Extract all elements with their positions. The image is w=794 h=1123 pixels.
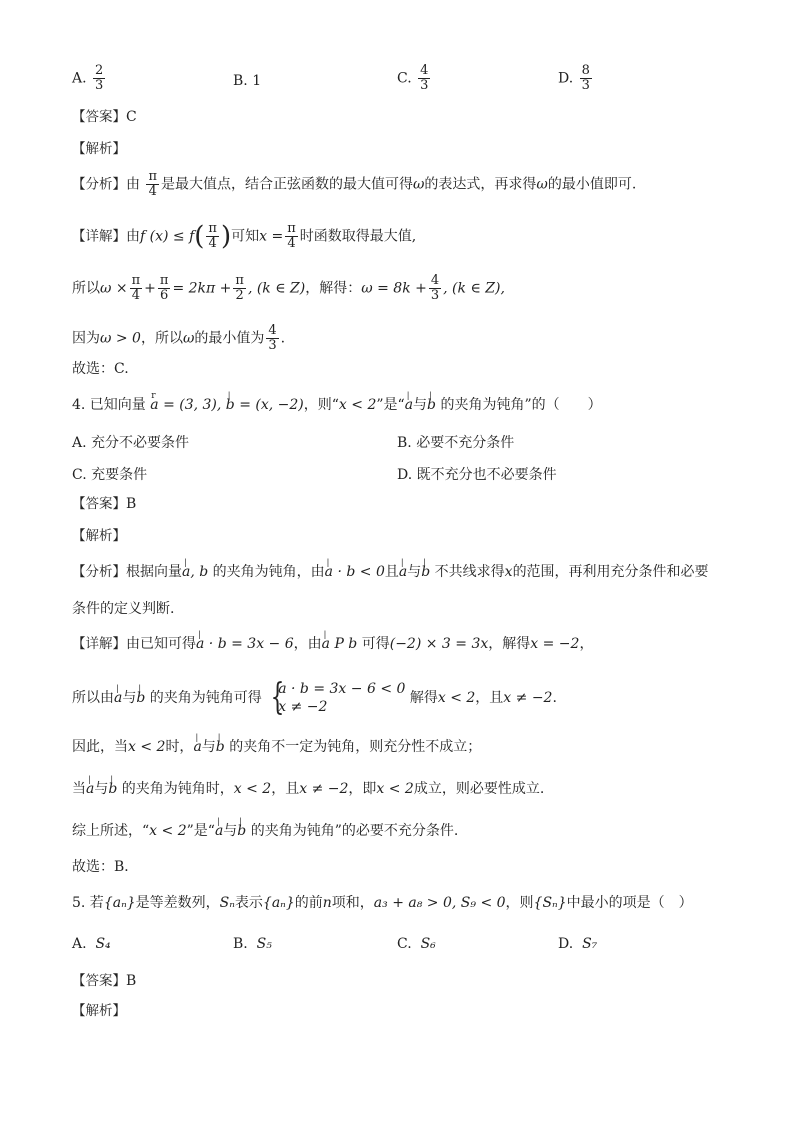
inequality-system: { a · b = 3x − 6 < 0 x ≠ −2 — [270, 677, 406, 718]
q3-option-c: C. $\frac{4}{3}$ — [397, 63, 429, 93]
q4-xiangjie-5: 综上所述，“x < 2”是“| a与| b 的夹角为钝角”的必要不充分条件. — [72, 822, 458, 840]
q4-xiangjie-3: 因此，当x < 2时，| a与| b 的夹角不一定为钝角，则充分性不成立； — [72, 738, 481, 756]
q4-xiangjie-2: 所以由| a与| b 的夹角为钝角可得 { a · b = 3x − 6 < 0 x ≠ −2 解得x < 2，且x ≠ −2. — [72, 680, 557, 716]
q3-fenxi: 【分析】由 $\frac{\pi}{4}$ 是最大值点，结合正弦函数的最大值可得ω的表达式，再求得ω的最小值即可. — [72, 169, 637, 199]
q4-stem: 4. 已知向量 r a = (3, 3), | b = (x, −2)，则“x < 2”是“| a与| b 的夹角为钝角”的（ ） — [72, 396, 602, 414]
q5-stem: 5. 若{aₙ}是等差数列，Sₙ表示{aₙ}的前n项和，a₃ + a₈ > 0, S₉ < 0，则{Sₙ}中最小的项是（ ） — [72, 895, 693, 911]
q4-xiangjie-1: 【详解】由已知可得| a · b = 3x − 6，由| a P b 可得(−2) × 3 = 3x，解得x = −2， — [72, 635, 593, 653]
q5-option-c: C. S₆ — [397, 936, 436, 952]
q4-option-c: C. 充要条件 — [72, 467, 148, 483]
q3-option-d: D. $\frac{8}{3}$ — [558, 63, 590, 93]
q4-answer: 【答案】B — [72, 496, 137, 512]
q5-answer: 【答案】B — [72, 973, 137, 989]
q3-xiangjie-1: 【详解】由f (x) ≤ f( $\frac{\pi}{4}$ )可知x = $\frac{\pi}{4}$ 时函数取得最大值, — [72, 221, 417, 252]
q3-xiangjie-3: 因为ω > 0，所以ω的最小值为 $\frac{4}{3}$ . — [72, 323, 286, 353]
q3-option-b: B. 1 — [233, 73, 262, 89]
q4-option-d: D. 既不充分也不必要条件 — [397, 467, 557, 483]
q3-guxuan: 故选：C. — [72, 361, 129, 377]
q4-fenxi-1: 【分析】根据向量| a, b 的夹角为钝角，由| a · b < 0且| a与| b 不共线求得x的范围，再利用充分条件和必要 — [72, 563, 709, 581]
q3-option-a: A. $\frac{2}{3}$ — [72, 63, 104, 93]
q5-jiexi-heading: 【解析】 — [72, 1003, 126, 1019]
q3-jiexi-heading: 【解析】 — [72, 141, 126, 157]
q4-xiangjie-4: 当| a与| b 的夹角为钝角时，x < 2，且x ≠ −2，即x < 2成立，则必要性成立. — [72, 780, 544, 798]
q4-option-a: A. 充分不必要条件 — [72, 435, 190, 451]
q3-xiangjie-2: 所以ω × $\frac{\pi}{4}$ + $\frac{\pi}{6}$ = 2kπ + $\frac{\pi}{2}$ , (k ∈ Z)，解得：ω = 8k + $\frac{4}{3}$ , (k ∈ Z), — [72, 273, 505, 303]
q5-option-d: D. S₇ — [558, 936, 598, 952]
q5-option-a: A. S₄ — [72, 936, 111, 952]
q4-guxuan: 故选：B． — [72, 859, 139, 875]
q3-answer: 【答案】C — [72, 109, 137, 125]
q5-option-b: B. S₅ — [233, 936, 272, 952]
q4-fenxi-2: 条件的定义判断. — [72, 601, 175, 617]
q4-option-b: B. 必要不充分条件 — [397, 435, 515, 451]
q4-jiexi-heading: 【解析】 — [72, 528, 126, 544]
